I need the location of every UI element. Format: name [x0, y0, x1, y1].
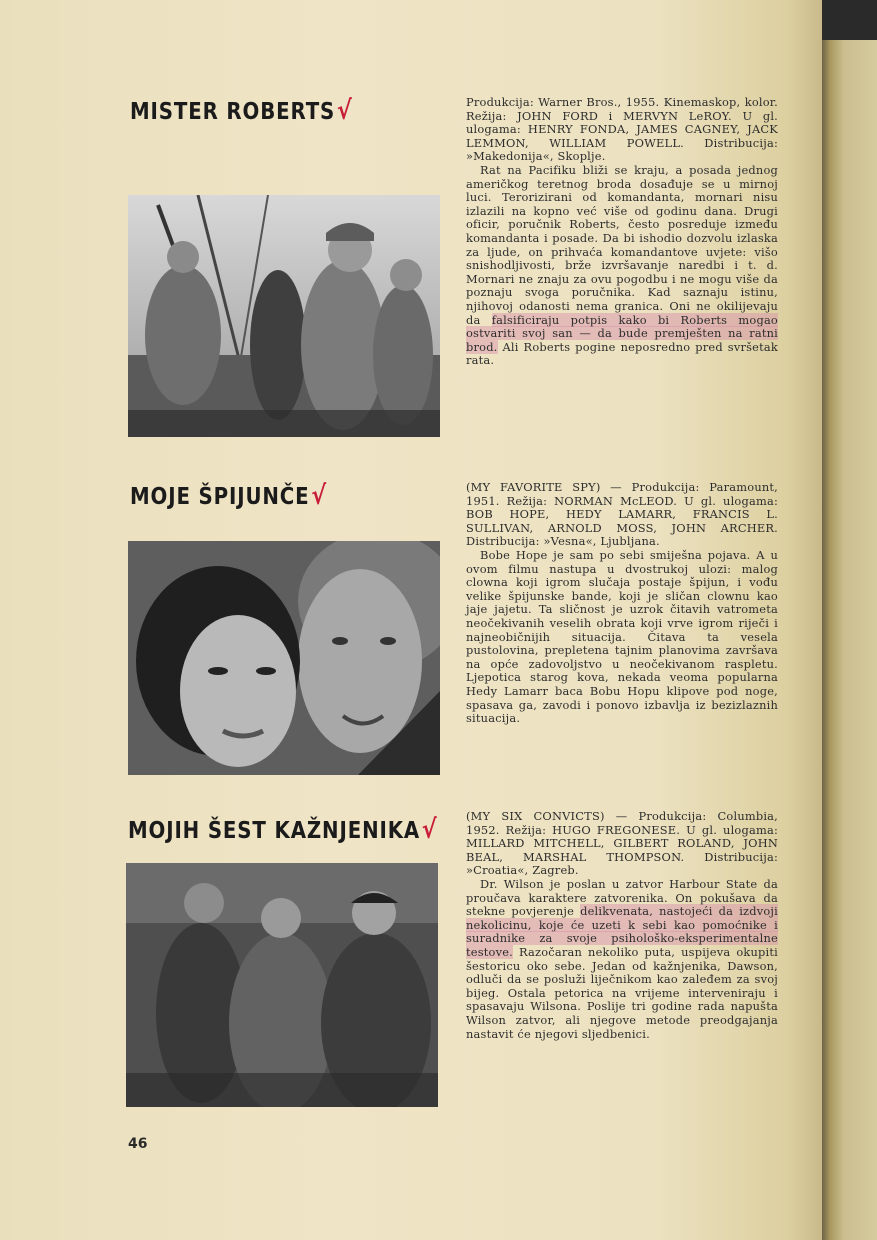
synopsis: Dr. Wilson je poslan u zatvor Harbour State da proučava karaktere zatvorenika. On pokušava da stekne povjerenje delikvenata, nastojeći da izdvoji nekolicinu, koje će uzeti k sebi kao pomoćnike i suradnike za svoje psihološko-eksperimentalne testove. Razočaran nekoliko puta, uspijeva okupiti šestoricu oko sebe. Jedan od kažnjenika, Dawson, odluči da se posluži liječnikom kao zaleđem za svoj bijeg. Ostala petorica na vrijeme interveniraju i spasavaju Wilsona. Poslije tri godine rada napušta Wilson zatvor, ali njegove metode preodgajanja nastavit će njegovi sljedbenici.: [466, 876, 778, 1041]
title-text: MISTER ROBERTS: [130, 99, 336, 125]
title-text: MOJE ŠPIJUNČE: [130, 484, 310, 510]
title-text: MOJIH ŠEST KAŽNJENIKA: [128, 818, 421, 844]
entry-title-moje-spijunce: [130, 481, 327, 511]
highlighted-text: falsificiraju potpis kako bi Roberts mogao ostvariti svoj san — da bude premješten na ratni brod.: [466, 312, 778, 354]
check-mark-icon: √: [421, 815, 438, 845]
adjacent-page-edge: [822, 0, 877, 1240]
still-photo-moje-spijunce: [128, 541, 440, 775]
credits: (MY SIX CONVICTS) — Produkcija: Columbia, 1952. Režija: HUGO FREGONESE. U gl. ulogama: MILLARD MITCHELL, GILBERT ROLAND, JOHN BEAL, MARSHAL THOMPSON. Distribucija: »Croatia«, Zagreb.: [466, 809, 778, 878]
scan-shadow: [822, 0, 877, 40]
still-photo-mister-roberts: [128, 195, 440, 437]
synopsis: Bobe Hope je sam po sebi smiješna pojava. A u ovom filmu nastupa u dvostrukoj ulozi: malog clowna koji igrom slučaja postaje špijun, i vođu velike špijunske bande, koji je sličan clownu kao jaje jajetu. Ta sličnost je uzrok čitavih vatrometa neočekivanih veselih obrata koji vrve igrom riječi i najneobičnijih situacija. Čitava ta vesela pustolovina, prepletena tajnim planovima završava na opće zadovoljstvo u neočekivanom raspletu. Ljepotica starog kova, nekada veoma popularna Hedy Lamarr baca Bobu Hopu klipove pod noge, spasava ga, zavodi i ponovo izbavlja iz bezizlaznih situacija.: [466, 547, 778, 726]
check-mark-icon: √: [336, 96, 353, 126]
entry-text-mojih-sest-kaznjenika: [466, 810, 778, 1041]
credits: (MY FAVORITE SPY) — Produkcija: Paramount, 1951. Režija: NORMAN McLEOD. U gl. ulogama: BOB HOPE, HEDY LAMARR, FRANCIS L. SULLIVAN, ARNOLD MOSS, JOHN ARCHER. Distribucija: »Vesna«, Ljubljana.: [466, 480, 778, 549]
entry-text-moje-spijunce: [466, 481, 778, 726]
highlighted-text: delikvenata, nastojeći da izdvoji nekolicinu, koje će uzeti k sebi kao pomoćnike i suradnike za svoje psihološko-eksperimentalne testove.: [466, 904, 778, 959]
entry-title-mojih-sest-kaznjenika: [128, 815, 438, 845]
synopsis: Rat na Pacifiku bliži se kraju, a posada jednog američkog teretnog broda dosađuje se u mirnoj luci. Terorizirani od komandanta, mornari nisu izlazili na kopno već više od godinu dana. Drugi oficir, poručnik Roberts, često posreduje između komandanta i posade. Da bi ishodio dozvolu izlaska za ljude, on prihvaća komandantove uvjete: višo snishodljivosti, brže izvršavanje naredbi i t. d. Mornari ne znaju za ovu pogodbu i ne mogu više da poznaju svoga poručnika. Kad saznaju istinu, njihovoj odanosti nema granica. Oni ne okilijevaju da falsificiraju potpis kako bi Roberts mogao ostvariti svoj san — da bude premješten na ratni brod. Ali Roberts pogine neposredno pred svršetak rata.: [466, 162, 778, 368]
entry-text-mister-roberts: [466, 96, 778, 368]
check-mark-icon: √: [311, 481, 328, 511]
credits: Produkcija: Warner Bros., 1955. Kinemaskop, kolor. Režija: JOHN FORD i MERVYN LeROY. U gl. ulogama: HENRY FONDA, JAMES CAGNEY, JACK LEMMON, WILLIAM POWELL. Distribucija: »Makedonija«, Skoplje.: [466, 95, 778, 164]
page-number: 46: [128, 1136, 148, 1152]
still-photo-mojih-sest-kaznjenika: [126, 863, 438, 1107]
entry-title-mister-roberts: [130, 96, 353, 126]
